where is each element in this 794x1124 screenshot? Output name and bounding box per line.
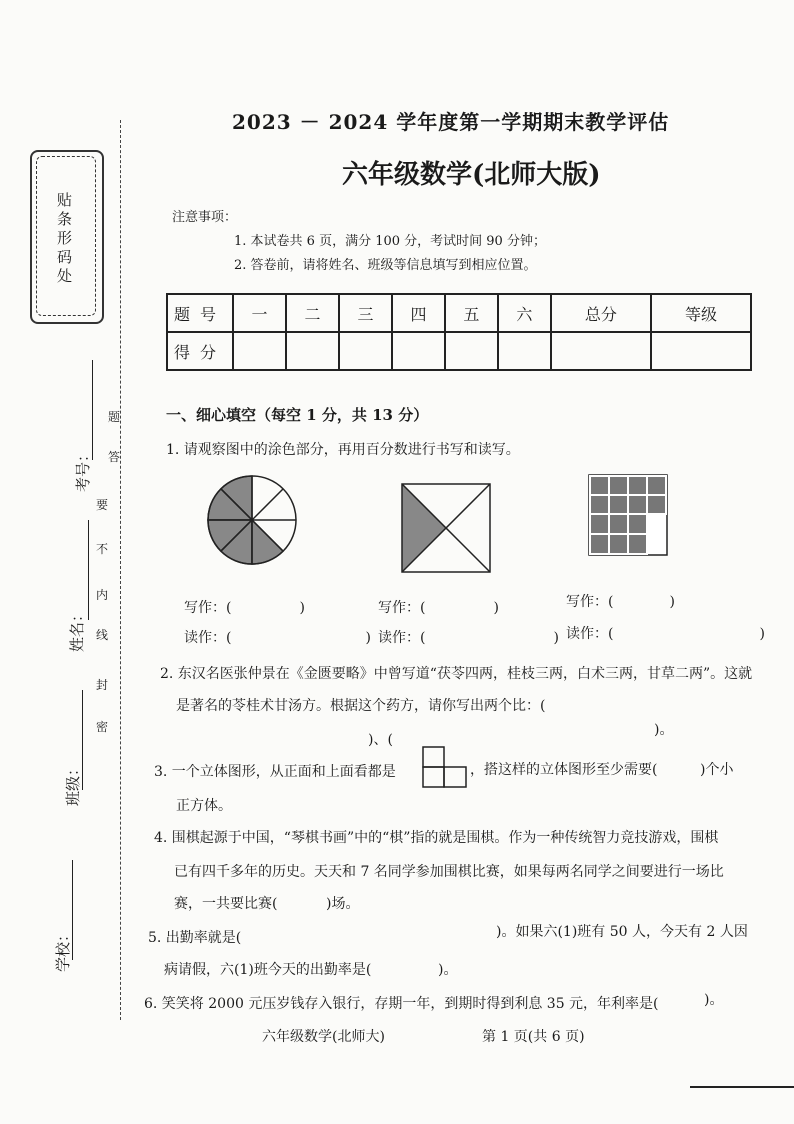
score-table-score-row — [167, 332, 751, 370]
seal-char-yao: 要 — [96, 498, 109, 512]
q1-fig3-write: 写作：( ) — [566, 594, 675, 610]
score-col-1: 一 — [233, 294, 286, 332]
score-cell[interactable] — [651, 332, 751, 370]
barcode-box — [30, 150, 104, 324]
q1-fig1-read: 读作：( ) — [184, 630, 371, 646]
question-5-line1b: )。如果六(1)班有 50 人，今天有 2 人因 — [496, 924, 748, 940]
seal-char-nei: 内 — [96, 588, 109, 602]
exam-subtitle: 六年级数学(北师大版) — [342, 160, 601, 190]
notes-item-2: 2. 答卷前，请将姓名、班级等信息填写到相应位置。 — [234, 258, 537, 273]
question-3-line2: 正方体。 — [176, 798, 232, 814]
figure-l-shape — [422, 746, 468, 788]
barcode-label: 贴条形码处 — [55, 192, 73, 287]
question-4-line3b: )场。 — [326, 896, 360, 912]
field-exam-number: 考号： — [74, 446, 92, 492]
question-5-line2a: 病请假，六(1)班今天的出勤率是( — [164, 962, 372, 978]
question-3-a: 3. 一个立体图形，从正面和上面看都是 — [154, 764, 396, 780]
seal-char-bu: 不 — [96, 542, 109, 556]
figure-circle-eighths — [206, 474, 298, 566]
score-col-5: 五 — [445, 294, 498, 332]
question-6-a: 6. 笑笑将 2000 元压岁钱存入银行，存期一年，到期时得到利息 35 元，年利率是( — [144, 996, 659, 1012]
notes-heading: 注意事项： — [172, 210, 238, 225]
field-school: 学校： — [54, 926, 72, 972]
question-2-line3a: )。 — [654, 722, 674, 738]
question-4-line3a: 赛，一共要比赛( — [174, 896, 278, 912]
binding-dashed-line — [120, 120, 121, 1020]
score-table-header-row — [167, 294, 751, 332]
seal-char-feng: 封 — [96, 678, 109, 692]
question-2-line3b: )、( — [368, 732, 393, 748]
seal-char-ti: 题 — [108, 410, 121, 424]
field-name-line[interactable] — [88, 520, 89, 620]
score-col-grade: 等级 — [651, 294, 751, 332]
score-table — [166, 293, 752, 371]
seal-char-mi: 密 — [96, 720, 109, 734]
question-2-line1: 2. 东汉名医张仲景在《金匮要略》中曾写道“茯苓四两，桂枝三两，白术三两，甘草二两”。这就 — [160, 666, 753, 682]
score-col-6: 六 — [498, 294, 551, 332]
question-2-line2: 是著名的苓桂术甘汤方。根据这个药方，请你写出两个比：( — [176, 698, 546, 714]
score-cell[interactable] — [339, 332, 392, 370]
notes-item-1: 1. 本试卷共 6 页，满分 100 分，考试时间 90 分钟； — [234, 234, 546, 249]
score-cell[interactable] — [498, 332, 551, 370]
footer-left: 六年级数学(北师大) — [262, 1029, 385, 1045]
question-4-line1: 4. 围棋起源于中国，“琴棋书画”中的“棋”指的就是围棋。作为一种传统智力竞技游戏，围棋 — [154, 830, 719, 846]
question-6-b: )。 — [704, 992, 724, 1008]
figure-square-diagonals — [400, 482, 492, 574]
q1-fig3-read: 读作：( ) — [566, 626, 765, 642]
seal-char-da: 答 — [108, 450, 121, 464]
question-5-line2b: )。 — [438, 962, 458, 978]
footer-page: 第 1 页(共 6 页) — [482, 1029, 585, 1045]
question-3-c: )个小 — [700, 762, 734, 778]
exam-title: 2023 － 2024 学年度第一学期期末教学评估 — [232, 110, 670, 134]
score-cell[interactable] — [392, 332, 445, 370]
score-table-row1-label: 题号 — [167, 294, 233, 332]
question-3-b: ，搭这样的立体图形至少需要( — [470, 762, 658, 778]
figure-grid-4x4 — [588, 474, 668, 556]
field-name: 姓名： — [68, 606, 86, 652]
score-cell[interactable] — [286, 332, 339, 370]
field-class: 班级： — [64, 760, 82, 806]
q1-fig2-read: 读作：( ) — [378, 630, 559, 646]
score-cell[interactable] — [233, 332, 286, 370]
score-cell[interactable] — [551, 332, 651, 370]
section1-heading: 一、细心填空（每空 1 分，共 13 分） — [166, 406, 429, 424]
question-1: 1. 请观察图中的涂色部分，再用百分数进行书写和读写。 — [166, 442, 520, 458]
question-4-line2: 已有四千多年的历史。天天和 7 名同学参加围棋比赛，如果每两名同学之间要进行一场比 — [174, 864, 724, 880]
field-class-line[interactable] — [82, 690, 83, 790]
score-col-3: 三 — [339, 294, 392, 332]
field-school-line[interactable] — [72, 860, 73, 960]
bottom-rule — [690, 1086, 794, 1088]
score-table-row2-label: 得分 — [167, 332, 233, 370]
score-col-2: 二 — [286, 294, 339, 332]
score-cell[interactable] — [445, 332, 498, 370]
seal-char-xian: 线 — [96, 628, 109, 642]
question-5-line1a: 5. 出勤率就是( — [148, 930, 242, 946]
q1-fig2-write: 写作：( ) — [378, 600, 499, 616]
score-col-4: 四 — [392, 294, 445, 332]
q1-fig1-write: 写作：( ) — [184, 600, 305, 616]
score-col-total: 总分 — [551, 294, 651, 332]
field-exam-number-line[interactable] — [92, 360, 93, 460]
